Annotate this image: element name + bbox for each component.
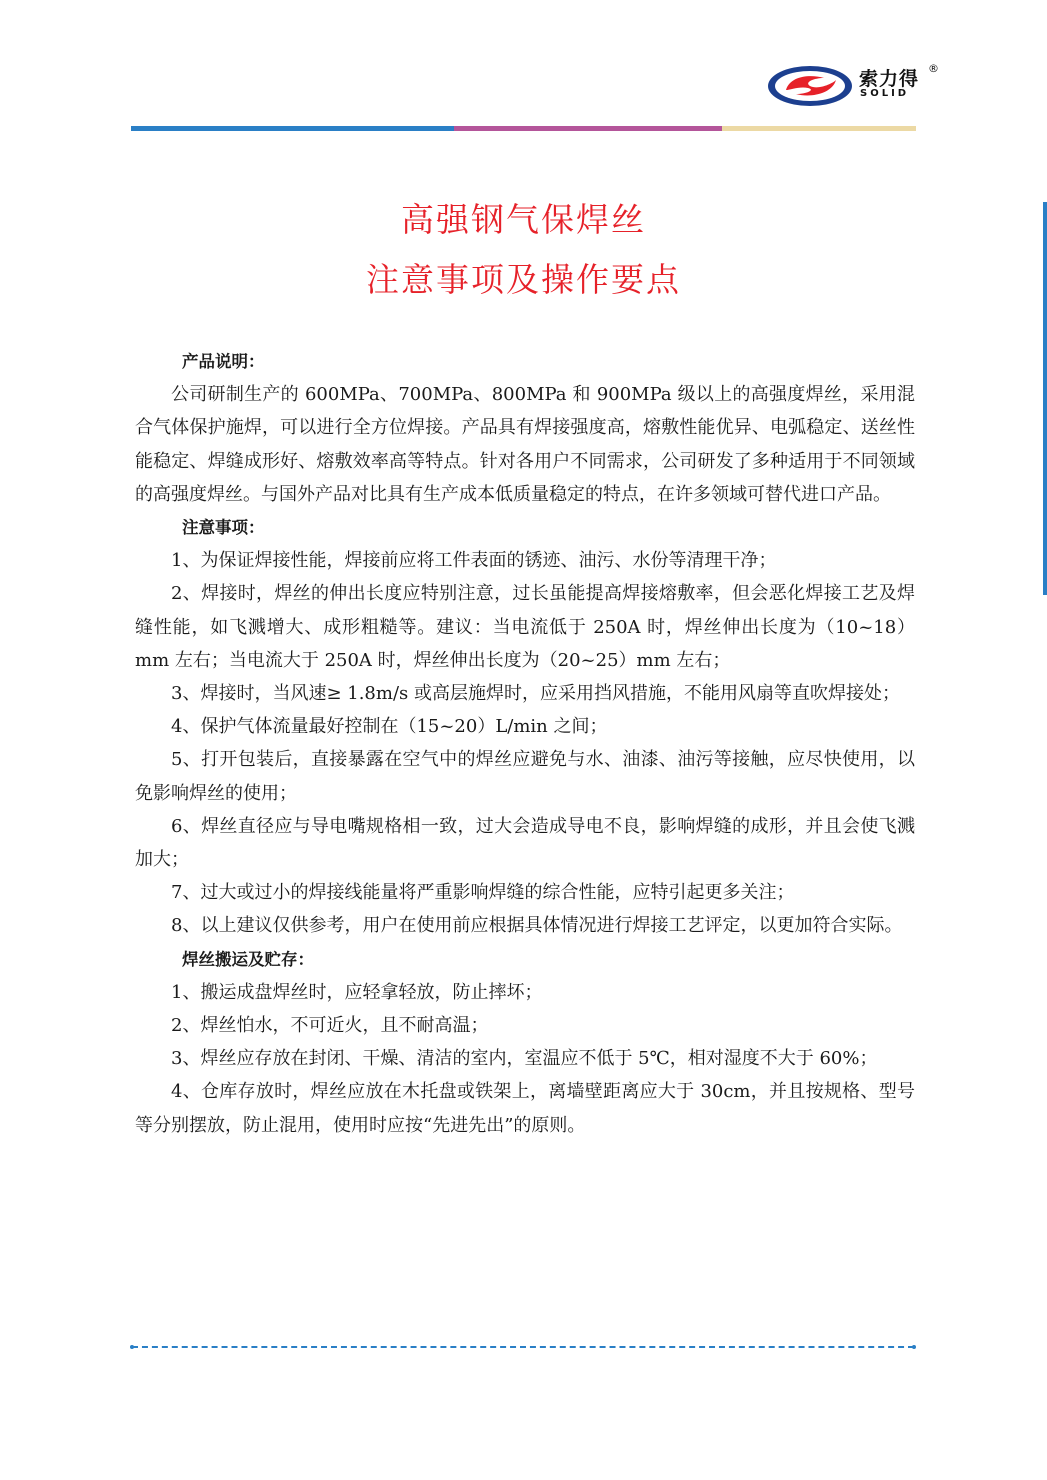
storage-item: 1、搬运成盘焊丝时，应轻拿轻放，防止摔坏； [171, 981, 543, 1003]
storage-item: 4、仓库存放时，焊丝应放在木托盘或铁架上，离墙壁距离应大于 30cm，并且按规格、型号等分别摆放，防止混用，使用时应按“先进先出”的原则。 [135, 1081, 915, 1136]
note-item: 2、焊接时，焊丝的伸出长度应特别注意，过长虽能提高焊接熔敷率，但会恶化焊接工艺及焊缝性能，如飞溅增大、成形粗糙等。建议：当电流低于 250A 时，焊丝伸出长度为（10~18）mm 左右；当电流大于 250A 时，焊丝伸出长度为（20~25）mm 左右； [135, 583, 915, 671]
note-item: 7、过大或过小的焊接线能量将严重影响焊缝的综合性能，应特引起更多关注； [171, 882, 795, 904]
storage-item: 2、焊丝怕水，不可近火，且不耐高温； [171, 1015, 489, 1037]
page-title-line-1: 高强钢气保焊丝 [401, 200, 646, 239]
header-color-bar [131, 126, 916, 131]
note-item: 1、为保证焊接性能，焊接前应将工件表面的锈迹、油污、水份等清理干净； [171, 550, 777, 572]
header-bar-cream [722, 126, 916, 131]
note-item: 3、焊接时，当风速≥ 1.8m/s 或高层施焊时，应采用挡风措施，不能用风扇等直吹焊接处； [171, 683, 900, 705]
section-heading-notes: 注意事项： [182, 518, 265, 538]
company-logo [766, 60, 946, 112]
note-item: 5、打开包装后，直接暴露在空气中的焊丝应避免与水、油漆、油污等接触，应尽快使用，以免影响焊丝的使用； [135, 749, 915, 804]
registered-mark: ® [928, 62, 939, 75]
solid-logo-icon [766, 64, 854, 108]
section-heading-product: 产品说明： [182, 352, 265, 371]
page-title-line-2: 注意事项及操作要点 [366, 260, 681, 299]
section-heading-storage: 焊丝搬运及贮存： [182, 949, 314, 969]
logo-chinese-name: 索力得 [859, 68, 920, 90]
note-item: 4、保护气体流量最好控制在（15~20）L/min 之间； [171, 716, 608, 738]
header-bar-blue [131, 126, 454, 131]
storage-item: 3、焊丝应存放在封闭、干燥、清洁的室内，室温应不低于 5℃，相对湿度不大于 60%； [171, 1048, 878, 1070]
footer-dashed-divider [132, 1346, 914, 1348]
note-item: 8、以上建议仅供参考，用户在使用前应根据具体情况进行焊接工艺评定，以更加符合实际。 [171, 915, 903, 937]
product-description: 公司研制生产的 600MPa、700MPa、800MPa 和 900MPa 级以上的高强度焊丝，采用混合气体保护施焊，可以进行全方位焊接。产品具有焊接强度高，熔敷性能优异、电弧稳定、送丝性能稳定、焊缝成形好、熔敷效率高等特点。针对各用户不同需求，公司研发了多种适用于不同领域的高强度焊丝。与国外产品对比具有生产成本低质量稳定的特点，在许多领域可替代进口产品。 [135, 384, 915, 505]
note-item: 6、焊丝直径应与导电嘴规格相一致，过大会造成导电不良，影响焊缝的成形，并且会使飞溅加大； [135, 815, 915, 871]
logo-english-name: SOLID [860, 88, 910, 99]
document-body [135, 345, 915, 1142]
header-bar-purple [454, 126, 722, 131]
